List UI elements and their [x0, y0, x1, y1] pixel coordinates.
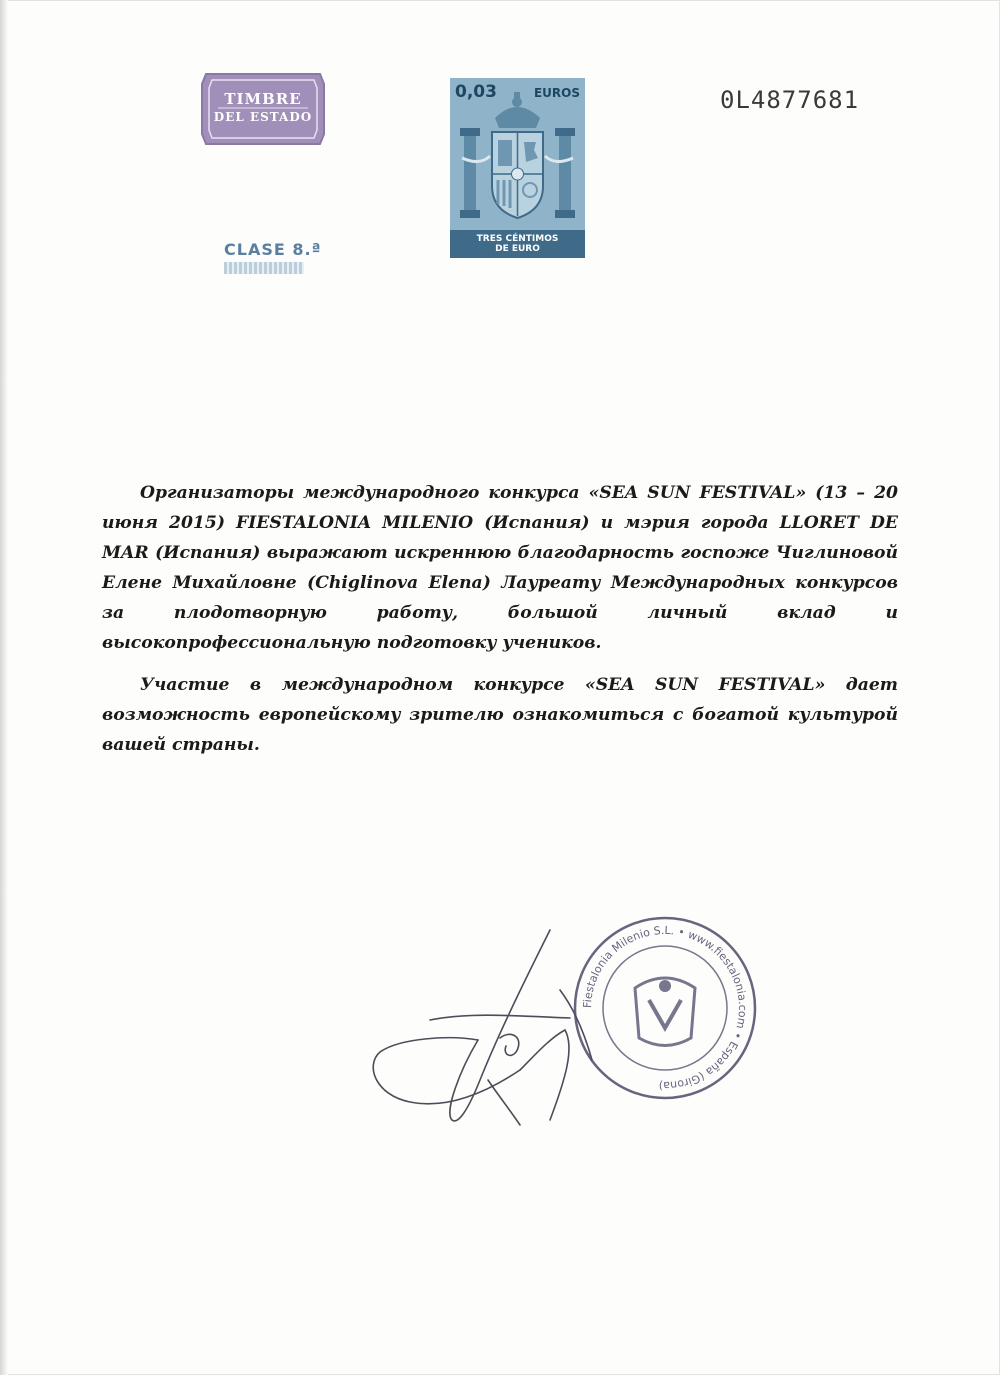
stamp-caption — [450, 234, 585, 254]
timbre-line2: DEL ESTADO — [213, 110, 313, 124]
stamp-caption-line1: TRES CÉNTIMOS — [476, 234, 559, 244]
postage-stamp — [450, 78, 585, 258]
handwritten-signature — [360, 920, 600, 1150]
clase-label: CLASE 8.ª — [224, 240, 322, 259]
coat-of-arms-icon — [450, 78, 585, 258]
timbre-line1: TIMBRE — [224, 90, 302, 108]
organization-seal — [565, 908, 765, 1108]
seal-text: Fiestalonia Milenio S.L. • www.fiestalonia.com • España (Girona) — [580, 923, 750, 1093]
stamp-currency: EUROS — [533, 86, 580, 100]
timbre-del-estado-badge — [198, 70, 328, 148]
serial-number: 0L4877681 — [720, 86, 860, 114]
clase-microprint-strip — [224, 262, 304, 274]
stamp-caption-line2: DE EURO — [495, 244, 540, 254]
letter-body — [102, 478, 898, 760]
timbre-frame-icon — [198, 70, 328, 148]
scan-edge-shadow — [0, 0, 8, 1375]
letter-paragraph-1: Организаторы международного конкурса «SEA SUN FESTIVAL» (13 – 20 июня 2015) FIESTALONIA MILENIO (Испания) и мэрия города LLORET DE MAR (Испания) выражают искреннюю благодарность госпоже Чиглиновой Елене Михайловне (Chiglinova Elena) Лауреату Международных конкурсов за плодотворную работу, большой личный вклад и высокопрофессиональную подготовку учеников. — [102, 483, 898, 653]
letter-paragraph-2: Участие в международном конкурсе «SEA SUN FESTIVAL» дает возможность европейскому зрителю ознакомиться с богатой культурой вашей страны. — [102, 675, 898, 755]
stamp-value: 0,03 — [455, 82, 497, 102]
